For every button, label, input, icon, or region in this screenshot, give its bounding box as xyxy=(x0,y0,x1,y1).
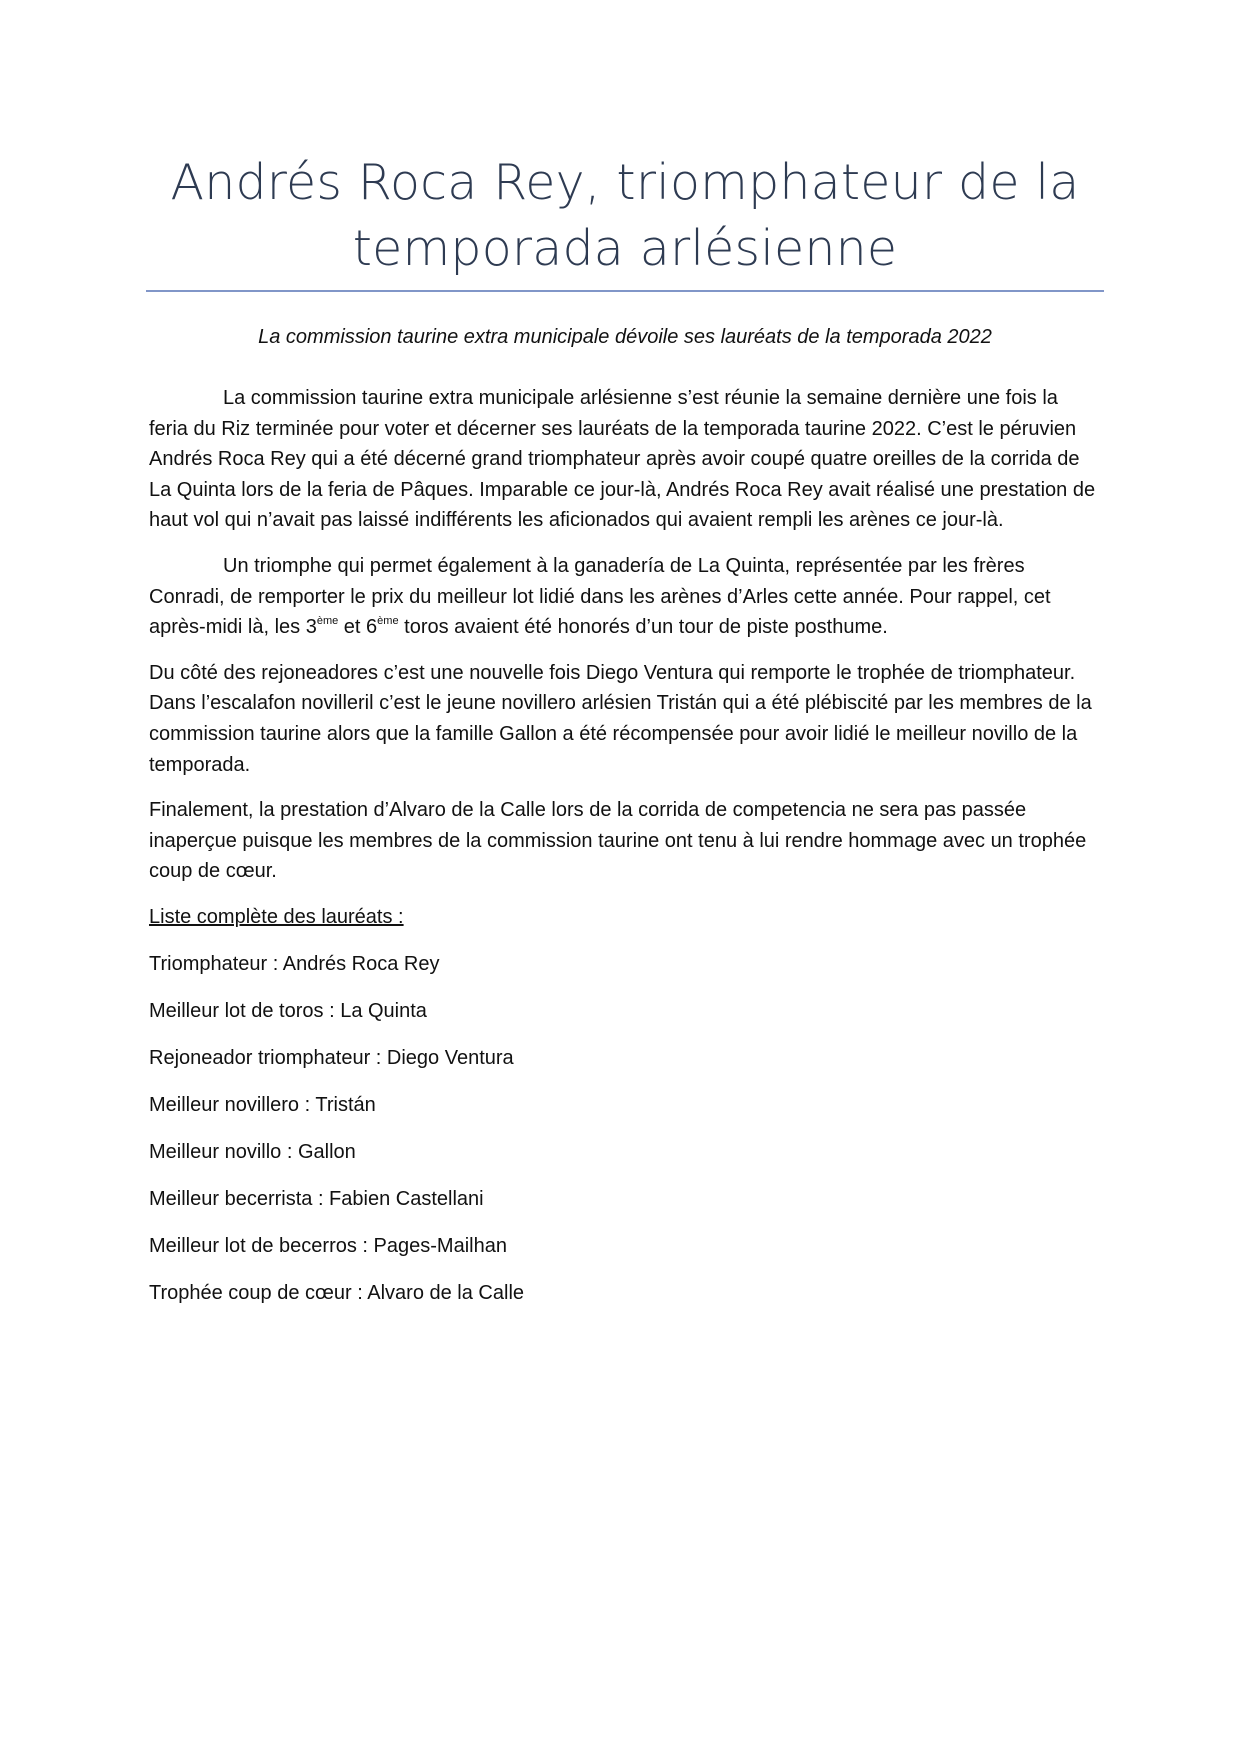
paragraph-2-text-c: toros avaient été honorés d’un tour de piste posthume. xyxy=(398,616,888,639)
laureate-item: Meilleur lot de toros : La Quinta xyxy=(149,999,427,1022)
title-underline-rule xyxy=(146,290,1104,292)
laureate-item: Rejoneador triomphateur : Diego Ventura xyxy=(149,1046,514,1069)
laureates-list-heading: Liste complète des lauréats : xyxy=(149,905,404,928)
superscript-ordinal-2: ème xyxy=(377,615,399,628)
article-body xyxy=(149,383,1101,1325)
paragraph-3: Du côté des rejoneadores c’est une nouvelle fois Diego Ventura qui remporte le trophée de triomphateur. Dans l’escalafon novilleril c’est le jeune novillero arlésien Tristán qui a été plébiscité par les membres de la commission taurine alors que la famille Gallon a été récompensée pour avoir lidié le meilleur novillo de la temporada. xyxy=(149,661,1092,776)
document-title: Andrés Roca Rey, triomphateur de la temporada arlésienne xyxy=(170,154,1080,277)
laureate-item: Triomphateur : Andrés Roca Rey xyxy=(149,952,440,975)
paragraph-1: La commission taurine extra municipale arlésienne s’est réunie la semaine dernière une fois la feria du Riz terminée pour voter et décerner ses lauréats de la temporada taurine 2022. C’est le péruvien Andrés Roca Rey qui a été décerné grand triomphateur après avoir coupé quatre oreilles de la corrida de La Quinta lors de la feria de Pâques. Imparable ce jour-là, Andrés Roca Rey avait réalisé une prestation de haut vol qui n’avait pas laissé indifférents les aficionados qui avaient rempli les arènes ce jour-là. xyxy=(149,387,1096,532)
laureate-item: Meilleur becerrista : Fabien Castellani xyxy=(149,1187,484,1210)
paragraph-2-text-a: Un triomphe qui permet également à la ganadería de La Quinta, représentée par les frères Conradi, de remporter le prix du meilleur lot lidié dans les arènes d’Arles cette année. Pour rappel, cet après-midi là, les 3 xyxy=(149,554,1051,639)
paragraph-2 xyxy=(149,551,1101,643)
laureate-item: Meilleur lot de becerros : Pages-Mailhan xyxy=(149,1234,507,1257)
paragraph-2-text-b: et 6 xyxy=(338,616,378,639)
laureate-item: Trophée coup de cœur : Alvaro de la Calle xyxy=(149,1281,525,1304)
paragraph-4: Finalement, la prestation d’Alvaro de la Calle lors de la corrida de competencia ne sera pas passée inaperçue puisque les membres de la commission taurine ont tenu à lui rendre hommage avec un trophée coup de cœur. xyxy=(149,799,1087,883)
laureates-list xyxy=(149,949,1101,1325)
document-subtitle: La commission taurine extra municipale dévoile ses lauréats de la temporada 2022 xyxy=(258,326,992,348)
laureate-item: Meilleur novillero : Tristán xyxy=(149,1093,376,1116)
superscript-ordinal-1: ème xyxy=(316,615,339,628)
laureate-item: Meilleur novillo : Gallon xyxy=(149,1140,356,1163)
